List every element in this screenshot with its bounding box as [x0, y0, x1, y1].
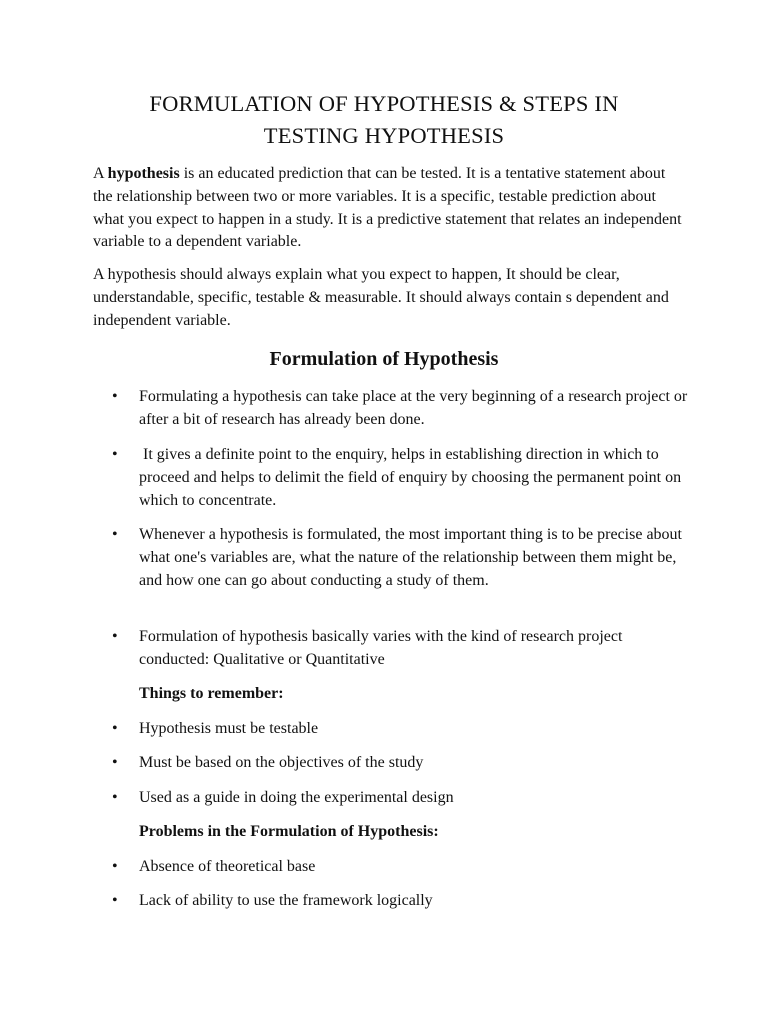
- bullet-text: Used as a guide in doing the experimental design: [139, 789, 454, 806]
- section-heading: Formulation of Hypothesis: [269, 348, 499, 370]
- document-title: [60, 88, 708, 152]
- problems-heading: Problems in the Formulation of Hypothesis:: [139, 823, 439, 840]
- things-to-remember-heading: Things to remember:: [139, 685, 284, 702]
- bullet-icon: •: [112, 388, 118, 405]
- bullet-text: Lack of ability to use the framework logically: [139, 892, 433, 909]
- title-line-1: FORMULATION OF HYPOTHESIS & STEPS IN: [149, 91, 619, 116]
- bullet-text: Formulation of hypothesis basically varies with the kind of research project conducted: Qualitative or Quantitative: [139, 628, 623, 668]
- intro-prefix: A: [93, 165, 108, 182]
- intro-paragraph-2: A hypothesis should always explain what you expect to happen, It should be clear, understandable, specific, testable & measurable. It should always contain s dependent and independent variable.: [93, 266, 669, 329]
- bullet-icon: •: [112, 720, 118, 737]
- bullet-icon: •: [112, 858, 118, 875]
- bullet-text: Whenever a hypothesis is formulated, the most important thing is to be precise about what one's variables are, what the nature of the relationship between them might be, and how one can go about conducting a study of them.: [139, 526, 682, 589]
- bullet-icon: •: [112, 892, 118, 909]
- bullet-text: Formulating a hypothesis can take place at the very beginning of a research project or after a bit of research has already been done.: [139, 388, 688, 428]
- intro-rest: is an educated prediction that can be tested. It is a tentative statement about the relationship between two or more variables. It is a specific, testable prediction about what you expect to happen in a study. It is a predictive statement that relates an independent variable to a dependent variable.: [93, 165, 682, 251]
- bullet-icon: •: [112, 446, 118, 463]
- bullet-text: Absence of theoretical base: [139, 858, 316, 875]
- title-line-2: TESTING HYPOTHESIS: [263, 123, 505, 148]
- bullet-text: It gives a definite point to the enquiry, helps in establishing direction in which to proceed and helps to delimit the field of enquiry by choosing the permanent point on which to concentrate.: [139, 446, 686, 509]
- intro-bold-term: hypothesis: [107, 165, 180, 182]
- bullet-icon: •: [112, 754, 118, 771]
- bullet-icon: •: [112, 628, 118, 645]
- bullet-text: Must be based on the objectives of the study: [139, 754, 424, 771]
- bullet-icon: •: [112, 789, 118, 806]
- intro-paragraph-1: [93, 163, 685, 254]
- bullet-text: Hypothesis must be testable: [139, 720, 319, 737]
- bullet-icon: •: [112, 526, 118, 543]
